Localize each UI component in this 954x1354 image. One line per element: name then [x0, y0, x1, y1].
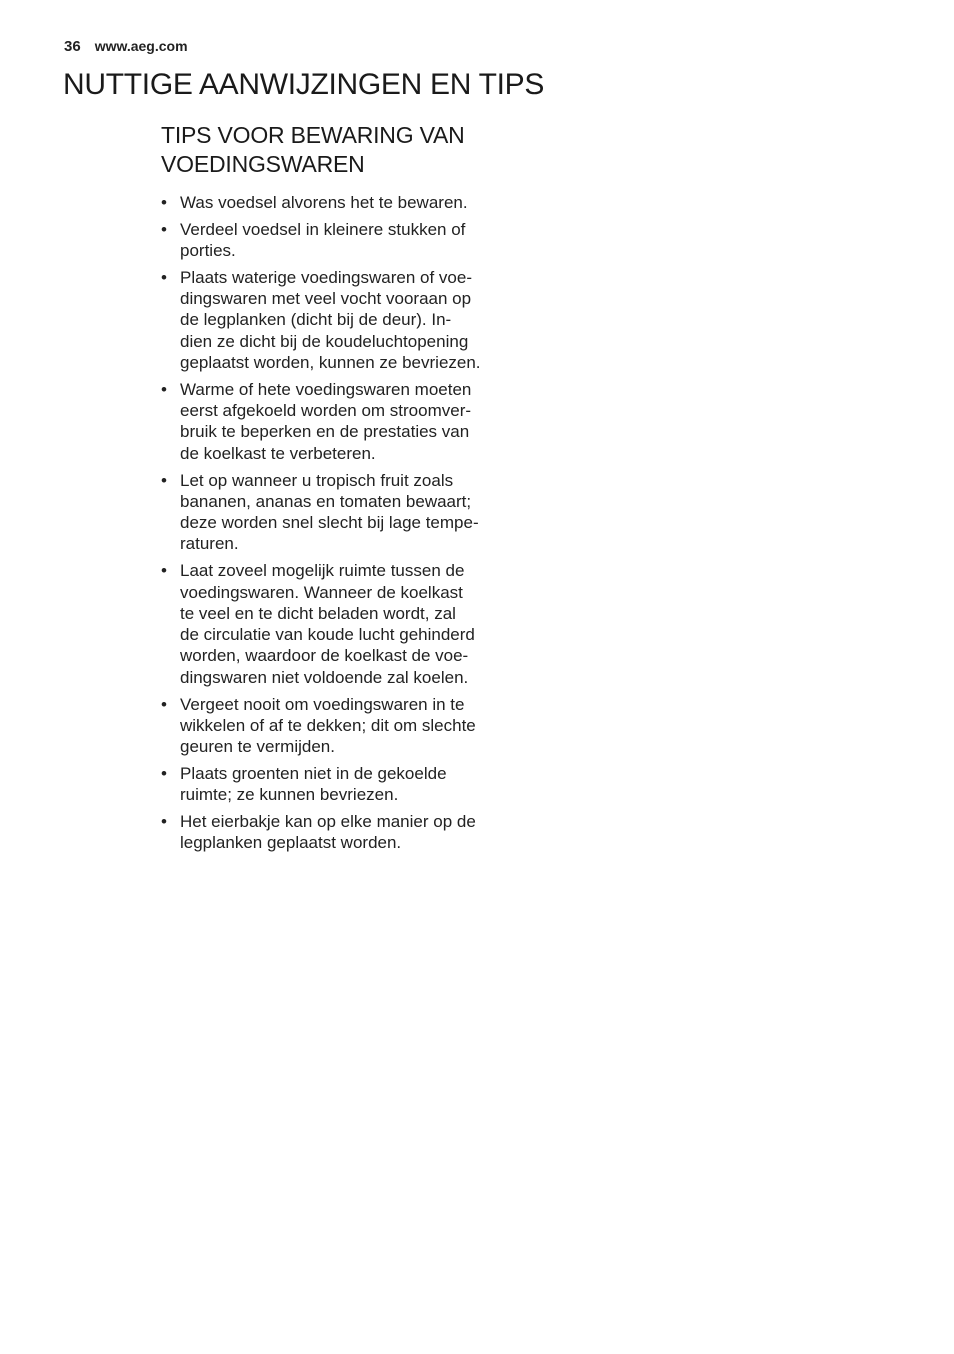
tip-item: [161, 694, 521, 758]
tip-item: [161, 560, 521, 688]
bullet-icon: •: [161, 219, 167, 239]
tip-text: Verdeel voedsel in kleinere stukken of porties.: [180, 219, 466, 261]
tip-item: [161, 219, 521, 262]
tip-text: Plaats groenten niet in de gekoelde ruimte; ze kunnen bevriezen.: [180, 763, 447, 805]
tip-text: Was voedsel alvorens het te bewaren.: [180, 193, 468, 212]
bullet-icon: •: [161, 267, 167, 287]
bullet-icon: •: [161, 812, 167, 832]
bullet-icon: •: [161, 763, 167, 783]
tip-item: [161, 379, 521, 464]
tip-text: Laat zoveel mogelijk ruimte tussen de voedingswaren. Wanneer de koelkast te veel en te dicht beladen wordt, zal de circulatie van koude lucht gehinderd worden, waardoor de koelkast de voe- dingswaren niet voldoende zal koelen.: [180, 561, 475, 687]
page-header: [64, 38, 188, 55]
bullet-icon: •: [161, 379, 167, 399]
tip-item: [161, 763, 521, 806]
bullet-icon: •: [161, 193, 167, 212]
tip-text: Het eierbakje kan op elke manier op de legplanken geplaatst worden.: [180, 812, 476, 853]
section-title-line-1: TIPS VOOR BEWARING VAN: [161, 122, 465, 148]
page-number: 36: [64, 38, 81, 55]
section-title: [161, 121, 521, 179]
storage-tips-section: [161, 121, 521, 859]
tip-item: [161, 192, 521, 213]
tip-item: [161, 470, 521, 555]
tip-text: Warme of hete voedingswaren moeten eerst afgekoeld worden om stroomver- bruik te beperken en de prestaties van de koelkast te verbeteren.: [180, 379, 472, 463]
tip-item: [161, 267, 521, 373]
section-title-line-2: VOEDINGSWAREN: [161, 151, 365, 177]
tip-text: Plaats waterige voedingswaren of voe- dingswaren met veel vocht vooraan op de legplanken (dicht bij de deur). In- dien ze dicht bij de koudeluchtopening geplaatst worden, kunnen ze bevriezen.: [180, 267, 481, 373]
tip-item: [161, 811, 521, 854]
tip-text: Let op wanneer u tropisch fruit zoals bananen, ananas en tomaten bewaart; deze worden snel slecht bij lage tempe- raturen.: [180, 470, 479, 554]
tip-text: Vergeet nooit om voedingswaren in te wikkelen of af te dekken; dit om slechte geuren te vermijden.: [180, 694, 476, 757]
bullet-icon: •: [161, 470, 167, 490]
bullet-icon: •: [161, 694, 167, 714]
bullet-icon: •: [161, 561, 167, 581]
website-link[interactable]: www.aeg.com: [94, 38, 188, 54]
tips-list: [161, 192, 521, 854]
page-title: NUTTIGE AANWIJZINGEN EN TIPS: [63, 68, 545, 101]
